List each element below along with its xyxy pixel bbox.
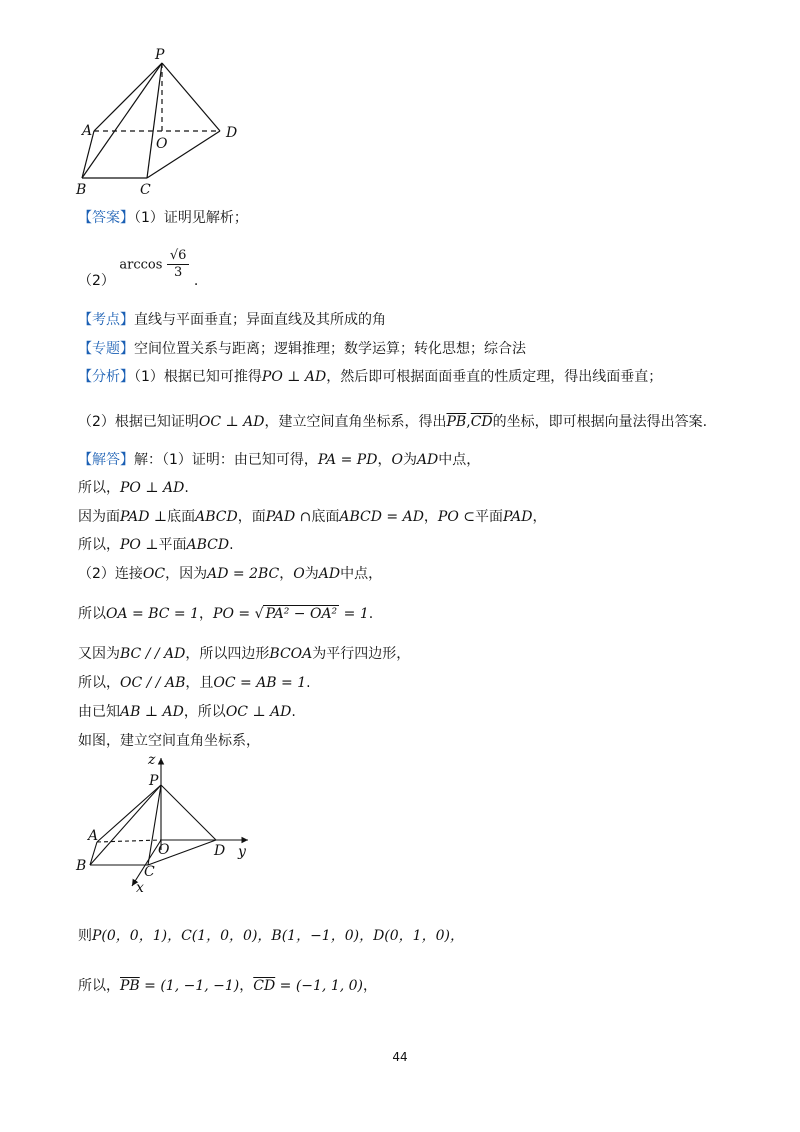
jieda-math: PO ⊥ AD (120, 480, 185, 496)
jieda-math: ABCD (186, 537, 230, 553)
answer-part2-end: . (193, 272, 199, 289)
jieda-text: ， (532, 509, 547, 525)
jieda-text: 所以， (78, 537, 120, 553)
fenxi-text-1a: （1）根据已知可推得 (134, 369, 262, 385)
jieda-text: 所以， (78, 675, 120, 691)
edge-PA (94, 63, 162, 131)
label-P: P (155, 47, 165, 63)
jieda-line-3 (78, 507, 546, 527)
jieda-text: （2）连接 (78, 566, 143, 582)
fenxi-tag: 【分析】 (78, 369, 134, 385)
jieda-math: = 1 (339, 606, 369, 622)
jieda-math: ABCD = AD (339, 509, 424, 525)
fenxi-text-2b: ，建立空间直角坐标系，得出 (264, 414, 447, 430)
edge-PD (162, 63, 220, 131)
kaodian-tag: 【考点】 (78, 312, 134, 328)
jieda-text: 底面 (311, 509, 340, 525)
answer-line (78, 208, 248, 228)
jieda-line-9 (78, 702, 296, 722)
jieda-tag: 【解答】 (78, 452, 134, 468)
jieda-text: 平面 (475, 509, 503, 525)
coordinates-text: P(0，0，1)，C(1，0，0)，B(1，−1，0)，D(0，1，0)， (92, 928, 464, 944)
jieda-math: PAD ⊥ (120, 509, 168, 525)
vector-CD-value: = (−1, 1, 0) (275, 978, 364, 994)
jieda-math: PO ⊥ (120, 537, 159, 553)
label-x: x (136, 880, 144, 896)
jieda-text: . (291, 704, 296, 720)
jieda-text: 底面 (167, 509, 196, 525)
zhuanti-tag: 【专题】 (78, 341, 134, 357)
jieda-math: AD (416, 452, 439, 468)
edge-PB (82, 63, 162, 178)
jieda-math: AD = 2BC (207, 566, 280, 582)
jieda-math: AB ⊥ AD (120, 704, 184, 720)
label-B: B (76, 182, 87, 198)
jieda-text: 为 (304, 566, 319, 582)
vector-CD: $\overline{CD}$ (253, 978, 276, 994)
answer-part2-func: arccos (119, 257, 163, 273)
jieda-math: PAD (503, 509, 533, 525)
page-number: 44 (392, 1050, 408, 1064)
fenxi-math-2: OC ⊥ AD (198, 414, 265, 430)
jieda-math: ABCD (195, 509, 238, 525)
jieda-math: OC (142, 566, 166, 582)
label-C: C (140, 182, 151, 198)
jieda-text: 解：（1）证明：由已知可得， (134, 452, 318, 468)
vector-PB: $\overline{PB}$ (120, 978, 140, 994)
jieda-text: ， (279, 566, 294, 582)
edge-PC (147, 63, 162, 178)
coordinate-figure (70, 752, 270, 897)
zhuanti-line (78, 339, 526, 359)
jieda-text: 因为面 (78, 509, 120, 525)
jieda-line-4 (78, 535, 234, 555)
answer-tag: 【答案】 (78, 210, 134, 226)
edge-PA (97, 785, 161, 842)
jieda-text: . (368, 606, 374, 622)
fraction-denominator: 3 (174, 265, 183, 280)
jieda-text: . (229, 537, 234, 553)
jieda-math: OC ⊥ AD (225, 704, 292, 720)
jieda-text: ， (239, 978, 254, 994)
jieda-line-6 (78, 604, 373, 624)
answer-part1: （1）证明见解析； (134, 210, 248, 226)
jieda-text: ， (423, 509, 438, 525)
label-D: D (226, 125, 238, 141)
jieda-math: OC = AB = 1 (213, 675, 307, 691)
jieda-text: 所以， (78, 480, 120, 496)
kaodian-line (78, 310, 386, 330)
pyramid-figure (70, 44, 270, 204)
answer-part2-line (78, 248, 199, 289)
jieda-text: 如图，建立空间直角坐标系， (78, 733, 260, 749)
jieda-math: PO = (213, 606, 255, 622)
fenxi-math-1: PO ⊥ AD (261, 369, 327, 385)
jieda-math: OC / / AB (120, 675, 186, 691)
jieda-math: O (391, 452, 403, 468)
jieda-text: 由已知 (78, 704, 120, 720)
zhuanti-text: 空间位置关系与距离；逻辑推理；数学运算；转化思想；综合法 (134, 341, 526, 357)
fenxi-line-2 (78, 412, 707, 432)
label-z: z (148, 752, 156, 768)
fenxi-text-2c: 的坐标，即可根据向量法得出答案. (492, 414, 708, 430)
jieda-text: 所以， (78, 978, 120, 994)
jieda-line-11 (78, 926, 464, 946)
jieda-math: O (293, 566, 305, 582)
jieda-text: ，所以四边形 (185, 646, 270, 662)
jieda-text: 又因为 (78, 646, 120, 662)
jieda-math: OA = BC = 1 (106, 606, 200, 622)
jieda-line-10 (78, 731, 260, 751)
fenxi-line-1 (78, 367, 662, 387)
label-O: O (156, 136, 168, 152)
jieda-text: . (306, 675, 311, 691)
jieda-text: ， (363, 978, 378, 994)
jieda-text: 平面 (158, 537, 187, 553)
label-B: B (76, 858, 87, 874)
label-A: A (88, 828, 99, 844)
label-O: O (158, 842, 170, 858)
label-P: P (149, 773, 159, 789)
jieda-line-1 (78, 450, 480, 470)
jieda-text: ， (199, 606, 214, 622)
jieda-text: 为 (402, 452, 417, 468)
jieda-math: BC / / AD (120, 646, 186, 662)
jieda-text: ，且 (185, 675, 214, 691)
jieda-math: PAD ∩ (265, 509, 312, 525)
jieda-line-8 (78, 673, 311, 693)
jieda-text: 中点， (438, 452, 481, 468)
jieda-line-12 (78, 976, 377, 996)
vector-separator: , (466, 414, 471, 430)
label-C: C (144, 864, 155, 880)
jieda-text: ，因为 (165, 566, 208, 582)
jieda-text: . (184, 480, 189, 496)
vector-PB-value: = (1, −1, −1) (139, 978, 240, 994)
sqrt-radicand: PA² − OA² (265, 606, 338, 622)
jieda-math: AD (318, 566, 341, 582)
jieda-line-5 (78, 564, 382, 584)
answer-fraction (167, 248, 190, 281)
fenxi-text-1b: ，然后即可根据面面垂直的性质定理，得出线面垂直； (326, 369, 663, 385)
vector-PB: $\overline{PB}$ (446, 414, 467, 430)
jieda-math: PO ⊂ (437, 509, 475, 525)
label-y: y (238, 844, 246, 860)
fenxi-text-2a: （2）根据已知证明 (78, 414, 199, 430)
jieda-math: BCOA (269, 646, 313, 662)
jieda-text: 为平行四边形， (312, 646, 411, 662)
kaodian-text: 直线与平面垂直；异面直线及其所成的角 (134, 312, 386, 328)
jieda-text: ， (377, 452, 392, 468)
jieda-line-2 (78, 478, 189, 498)
sqrt-sign: √ (254, 606, 264, 622)
fraction-numerator: √6 (167, 248, 190, 265)
edge-PD (161, 785, 216, 840)
answer-part2-prefix: （2） (78, 272, 115, 289)
vector-CD: $\overline{CD}$ (470, 414, 493, 430)
jieda-math: PA = PD (317, 452, 378, 468)
label-A: A (82, 123, 93, 139)
jieda-line-7 (78, 644, 410, 664)
label-D: D (214, 843, 226, 859)
jieda-text: ，面 (237, 509, 266, 525)
jieda-text: 中点， (340, 566, 383, 582)
jieda-text: 所以 (78, 606, 106, 622)
jieda-text: 则 (78, 928, 92, 944)
jieda-text: ，所以 (183, 704, 226, 720)
